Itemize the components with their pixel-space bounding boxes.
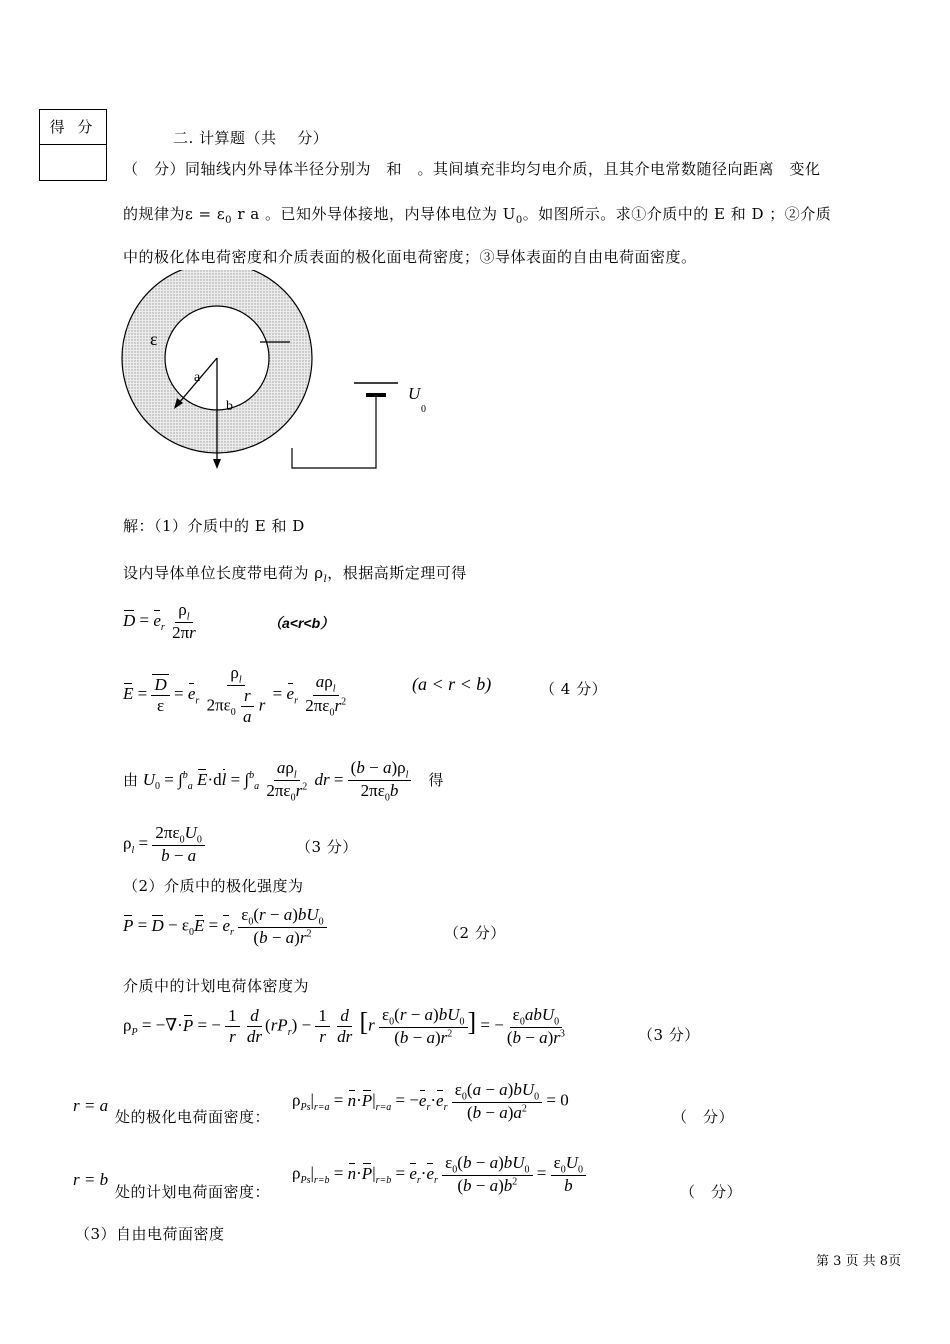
condition-2: (a < r < b) (412, 674, 492, 694)
equation-P: $P = D - \varepsilon_0E = e_r$ $\frac{\varepsilon_0(r - a)bU_0}{(b - a)r^2}$ (123, 905, 327, 948)
page-footer: 第 3 页 共 8页 (816, 1254, 902, 1269)
wire-bottom (292, 395, 376, 468)
equation-rho-p: $\rho_P = -\nabla\cdot P$ = − $\frac{1}{r}$ $\frac{d}{dr}$ $(rP_r)$ − $\frac{1}{r}$ $\frac{d}{dr}$ [r $\frac{\varepsilon_0(r - a)bU_0}{(b - a)r^2}$ ] = − $\frac{\varepsilon_0abU_0}{(b - a)r^3}$ (123, 1005, 565, 1048)
equation-D: $D = e_r$ $\frac{\rho_l}{2\pi r}$ (123, 600, 196, 643)
score-box (39, 109, 107, 181)
label-U-sub: 0 (421, 404, 426, 415)
solution-heading-2: （2）介质中的极化强度为 (123, 877, 304, 895)
condition-1: （a<r<b） (268, 615, 335, 631)
ra-label: r = a (73, 1096, 109, 1115)
label-U: U (408, 384, 421, 403)
equation-E: E = $\frac{D}{\varepsilon}$ = $e_r$ $\rho_l$ $2\pi\varepsilon_0$ $\frac{r}{a}$ r = $e_r$ $\frac{a\rho_l}{2\pi\varepsilon_0r^2}$ (123, 663, 347, 727)
problem-line-1: （ 分）同轴线内外导体半径分别为 和 。其间填充非均匀电介质，且其介电常数随径向距离 变化 (123, 160, 821, 178)
equation-U: 由 $U_0 = \int^b_a$ E·dl = ∫$^b_a$ $\frac{a\rho_l}{2\pi\varepsilon_0r^2}$ dr = $\frac{(b - a)\rho_l}{2\pi\varepsilon_0b}$ 得 (123, 758, 444, 804)
section-title: 二. 计算题（共 分） (173, 129, 329, 147)
score-box-label: 得 分 (40, 110, 106, 145)
rb-label: r = b (73, 1170, 109, 1189)
score-3b: （3 分） (638, 1026, 700, 1044)
solution-text-1: 设内导体单位长度带电荷为 $\rho_l$，根据高斯定理可得 (123, 564, 467, 585)
ra-text: 处的极化电荷面密度： (115, 1108, 271, 1126)
equation-rb: $\rho_{Ps}|_{r=b} = n\cdot P|_{r=b} = e_r\cdot e_r$ $\frac{\varepsilon_0(b - a)bU_0}{(b - a)b^2}$ = $\frac{\varepsilon_0U_0}{b}$ (292, 1153, 586, 1196)
problem-line-2: 的规律为$\varepsilon = \varepsilon_0$ r a 。已知外导体接地，内导体电位为 $U_0$。如图所示。求①介质中的 E 和 D ；②介质 (123, 205, 832, 226)
score-3a: （3 分） (296, 838, 358, 856)
rb-score: （ 分） (680, 1183, 743, 1201)
ra-score: （ 分） (672, 1108, 735, 1126)
solution-text-2: 介质中的计划电荷体密度为 (123, 977, 310, 995)
solution-heading-3: （3）自由电荷面密度 (75, 1225, 225, 1243)
rb-text: 处的计划电荷面密度： (115, 1183, 271, 1201)
label-a: a (194, 370, 201, 385)
score-2: （2 分） (444, 924, 506, 942)
problem-line-3: 中的极化体电荷密度和介质表面的极化面电荷密度；③导体表面的自由电荷面密度。 (123, 248, 697, 266)
label-epsilon: ε (150, 329, 158, 349)
label-b: b (226, 399, 233, 414)
score-4: （ 4 分） (540, 680, 608, 698)
equation-ra: $\rho_{Ps}|_{r=a} = n\cdot P|_{r=a} = -e_r\cdot e_r$ $\frac{\varepsilon_0(a - a)bU_0}{(b - a)a^2}$ = 0 (292, 1080, 569, 1123)
equation-rho-l: $\rho_l$ = $\frac{2\pi\varepsilon_0U_0}{b - a}$ (123, 823, 205, 866)
solution-heading-1: 解：（1）介质中的 E 和 D (123, 517, 305, 535)
coaxial-diagram (110, 270, 450, 480)
radius-b-arrowhead (213, 459, 221, 469)
